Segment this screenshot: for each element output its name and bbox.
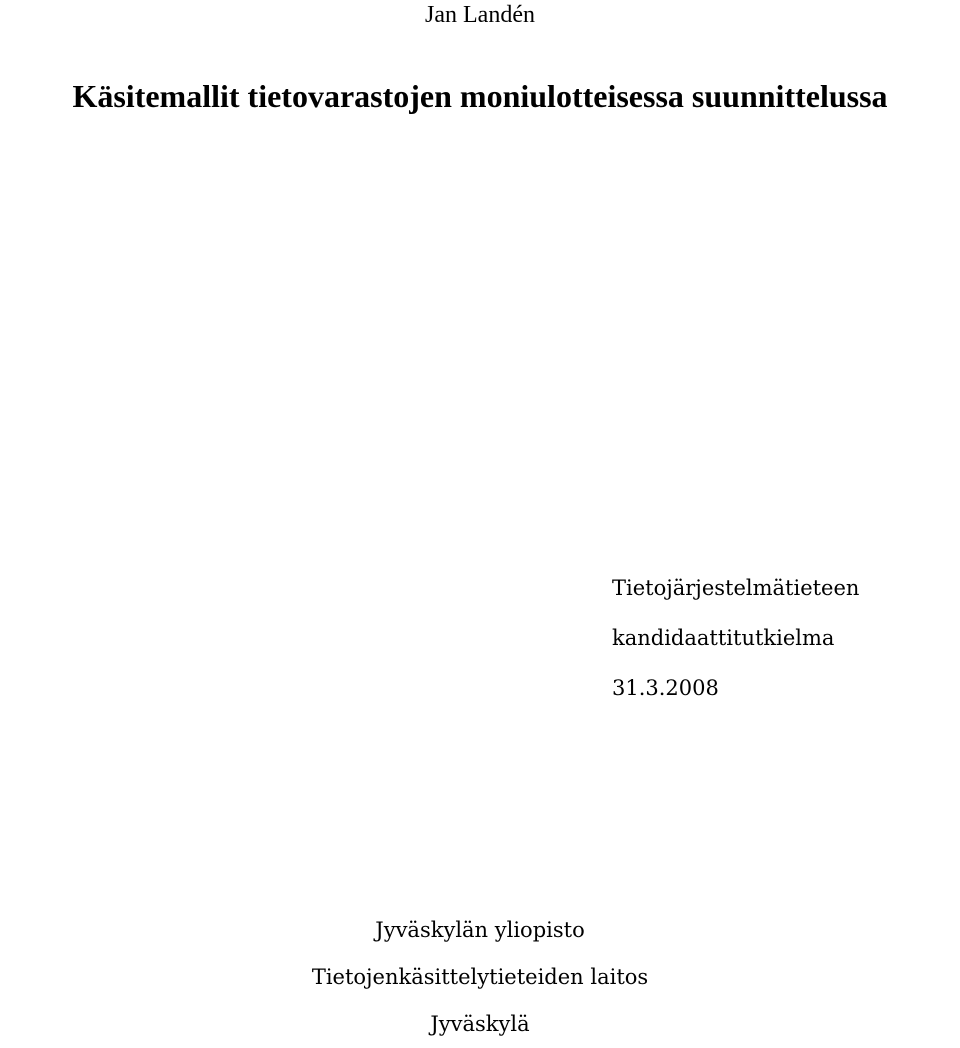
thesis-subject: Tietojärjestelmätieteen (612, 576, 860, 600)
university-name: Jyväskylän yliopisto (375, 918, 585, 942)
city-name: Jyväskylä (430, 1012, 530, 1036)
thesis-info-block (612, 563, 859, 713)
author-name: Jan Landén (425, 2, 535, 28)
document-title: Käsitemallit tietovarastojen moniulotteisessa suunnittelussa (72, 78, 888, 114)
department-name: Tietojenkäsittelytieteiden laitos (311, 965, 649, 989)
thesis-type: kandidaattitutkielma (612, 626, 835, 650)
thesis-date: 31.3.2008 (612, 676, 719, 700)
institution-block (0, 907, 960, 1048)
